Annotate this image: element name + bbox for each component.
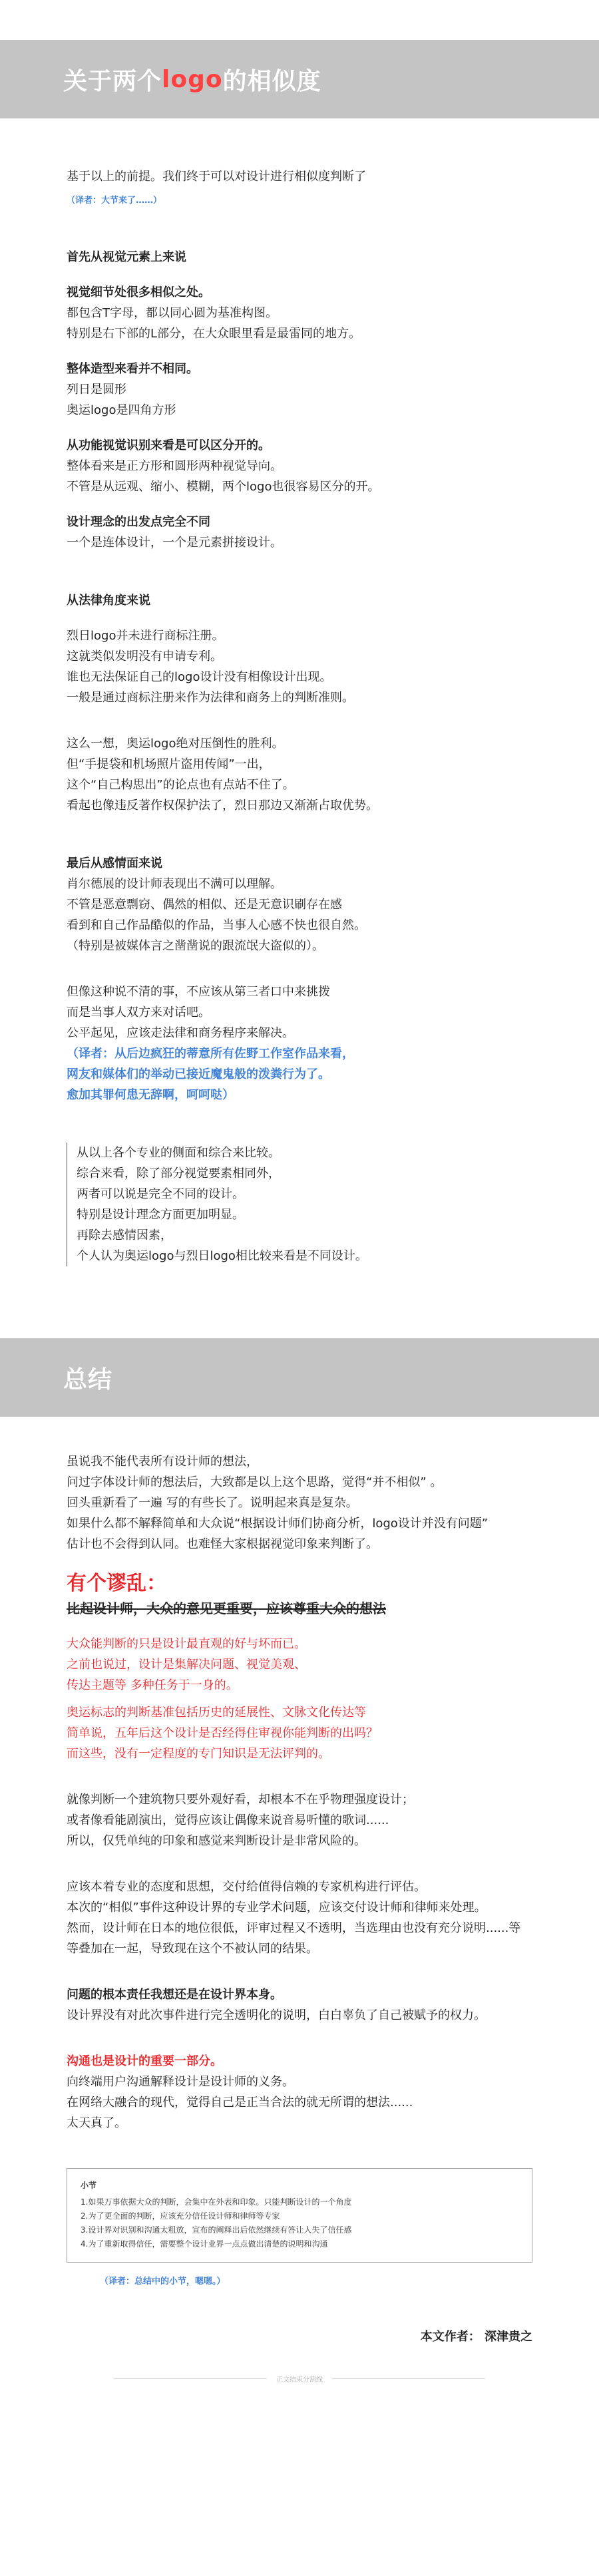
summary-box-item: 1.如果万事依据大众的判断，会集中在外表和印象。只能判断设计的一个角度 xyxy=(81,2197,352,2207)
section1-body xyxy=(0,118,599,1266)
paragraph-line: 一个是连体设计，一个是元素拼接设计。 xyxy=(67,536,282,550)
paragraph-line: 估计也不会得到认同。也难怪大家根据视觉印象来判断了。 xyxy=(67,1537,378,1551)
paragraph-line: 应该本着专业的态度和思想，交付给值得信赖的专家机构进行评估。 xyxy=(67,1880,426,1894)
paragraph-line: 特别是设计理念方面更加明显。 xyxy=(77,1208,244,1222)
paragraph-line: 看到和自己作品酷似的作品，当事人心感不快也很自然。 xyxy=(67,918,366,932)
section-banner-similarity xyxy=(0,40,599,118)
summary-quote-block xyxy=(67,1143,532,1266)
root-cause-title: 问题的根本责任我想还是在设计界本身。 xyxy=(67,1988,282,2002)
paragraph-line: 再除去感情因素， xyxy=(77,1228,172,1242)
paragraph-line: 但“手提袋和机场照片盗用传闻”一出， xyxy=(67,757,271,771)
paragraph-line: 综合来看，除了部分视觉要素相同外， xyxy=(77,1167,280,1181)
translator-note-2-line: 网友和媒体们的举动已接近魔鬼般的泼粪行为了。 xyxy=(67,1067,330,1081)
section-title: 总结 xyxy=(63,1366,113,1393)
paragraph-line: 从以上各个专业的侧面和综合来比较。 xyxy=(77,1146,280,1160)
red-line: 传达主题等 多种任务于一身的。 xyxy=(67,1678,238,1692)
author-line: 本文作者： 深津贵之 xyxy=(420,2330,532,2344)
translator-note: （译者：大节来了……） xyxy=(67,196,162,206)
paragraph-line: 烈日logo并未进行商标注册。 xyxy=(67,629,224,643)
paragraph-line: 问过字体设计师的想法后，大致都是以上这个思路，觉得“并不相似” 。 xyxy=(67,1475,443,1489)
paragraph-line: 而是当事人双方来对话吧。 xyxy=(67,1006,210,1019)
paragraph-line: 就像判断一个建筑物只要外观好看，却根本不在乎物理强度设计； xyxy=(67,1793,414,1807)
translator-note-2-line: （译者：从后边疯狂的蒂意所有佐野工作室作品来看， xyxy=(67,1047,354,1061)
paragraph-line: 肖尔德展的设计师表现出不满可以理解。 xyxy=(67,877,282,891)
heading-visual: 首先从视觉元素上来说 xyxy=(67,250,186,264)
red-line: 简单说，五年后这个设计是否经得住审视你能判断的出吗？ xyxy=(67,1726,378,1740)
red-line: 而这些，没有一定程度的专门知识是无法评判的。 xyxy=(67,1747,330,1761)
end-divider xyxy=(67,2374,532,2384)
paragraph-line: 列日是圆形 xyxy=(67,383,126,397)
heading-law: 从法律角度来说 xyxy=(67,594,150,608)
paragraph-line: 一般是通过商标注册来作为法律和商务上的判断准则。 xyxy=(67,691,354,705)
red-line: 之前也说过，设计是集解决问题、视觉美观、 xyxy=(67,1658,306,1672)
paragraph-line: 两者可以说是完全不同的设计。 xyxy=(77,1187,244,1201)
summary-box-title: 小节 xyxy=(81,2181,97,2190)
paragraph-line: 整体看来是正方形和圆形两种视觉导向。 xyxy=(67,459,282,473)
end-divider-label: 正文结束分割线 xyxy=(276,2376,323,2384)
paragraph-line: 太天真了。 xyxy=(67,2116,126,2130)
section-banner-summary xyxy=(0,1338,599,1417)
paragraph-line: 公平起见，应该走法律和商务程序来解决。 xyxy=(67,1026,294,1040)
paragraph-line: 这就类似发明没有申请专利。 xyxy=(67,649,222,663)
divider-line-right xyxy=(332,2378,485,2379)
visual-detail-title: 视觉细节处很多相似之处。 xyxy=(67,285,210,299)
paragraph-line: 向终端用户沟通解释设计是设计师的义务。 xyxy=(67,2075,294,2089)
summary-box-item: 2.为了更全面的判断，应该充分信任设计师和律师等专家 xyxy=(81,2211,280,2221)
paragraph-line: 都包含T字母，都以同心圆为基准构图。 xyxy=(67,306,278,320)
red-line: 奥运标志的判断基准包括历史的延展性、文脉文化传达等 xyxy=(67,1706,366,1720)
paragraph-line: 不管是恶意剽窃、偶然的相似、还是无意识刷存在感 xyxy=(67,898,342,912)
translator-note-3: （译者：总结中的小节，嗯嗯。） xyxy=(100,2277,226,2287)
paragraph-line: 看起也像违反著作权保护法了，烈日那边又渐渐占取优势。 xyxy=(67,799,378,813)
summary-box-item: 4.为了重新取得信任，需要整个设计业界一点点做出清楚的说明和沟通 xyxy=(81,2239,328,2249)
section-title-highlight: logo xyxy=(162,65,223,93)
paragraph-line: 这个“自己构思出”的论点也有点站不住了。 xyxy=(67,778,295,792)
paragraph-line: 所以，仅凭单纯的印象和感觉来判断设计是非常风险的。 xyxy=(67,1834,366,1848)
paragraph-line: 但像这种说不清的事，不应该从第三者口中来挑拨 xyxy=(67,985,330,999)
paragraph-line: 设计界没有对此次事件进行完全透明化的说明，白白辜负了自己被赋予的权力。 xyxy=(67,2008,486,2022)
function-title: 从功能视觉识别来看是可以区分开的。 xyxy=(67,439,270,453)
paragraph-line: 本次的“相似”事件这种设计界的专业学术问题，应该交付设计师和律师来处理。 xyxy=(67,1901,487,1915)
paragraph-line: 然而，设计师在日本的地位很低，评审过程又不透明，当选理由也没有充分说明......等等叠加在一起，导致现在这个不被认同的结果。 xyxy=(67,1921,521,1956)
paragraph-line: 或者像看能剧演出，觉得应该让偶像来说音易听懂的歌词...... xyxy=(67,1813,389,1827)
misconception-strikethrough: 比起设计师，大众的意见更重要，应该尊重大众的想法 xyxy=(67,1600,386,1616)
paragraph-line: 如果什么都不解释简单和大众说“根据设计师们协商分析，logo设计并没有问题” xyxy=(67,1517,489,1531)
paragraph-line: 奥运logo是四角方形 xyxy=(67,403,176,417)
paragraph-line: （特别是被媒体言之凿凿说的跟流氓大盗似的）。 xyxy=(67,939,324,953)
overall-title: 整体造型来看并不相同。 xyxy=(67,362,198,376)
section-title-post: 的相似度 xyxy=(222,67,321,95)
divider-line-left xyxy=(114,2378,267,2379)
paragraph-line: 回头重新看了一遍 写的有些长了。说明起来真是复杂。 xyxy=(67,1496,358,1510)
summary-box-item: 3.设计界对识别和沟通太粗放，宣布的阐释出后依然继续有答让人失了信任感 xyxy=(81,2225,352,2235)
red-line: 大众能判断的只是设计最直观的好与坏而已。 xyxy=(67,1637,306,1651)
paragraph-line: 虽说我不能代表所有设计师的想法， xyxy=(67,1455,258,1469)
paragraph-line: 在网络大融合的现代，觉得自己是正当合法的就无所谓的想法...... xyxy=(67,2096,413,2110)
paragraph-line: 这么一想，奥运logo绝对压倒性的胜利。 xyxy=(67,737,284,751)
paragraph-line: 个人认为奥运logo与烈日logo相比较来看是不同设计。 xyxy=(77,1249,367,1263)
section-title-pre: 关于两个 xyxy=(63,67,162,95)
paragraph-line: 特别是右下部的L部分，在大众眼里看是最雷同的地方。 xyxy=(67,327,361,341)
section2-body xyxy=(0,1417,599,2384)
heading-emotion: 最后从感情面来说 xyxy=(67,856,162,870)
communication-title: 沟通也是设计的重要一部分。 xyxy=(67,2054,222,2068)
intro-text: 基于以上的前提。我们终于可以对设计进行相似度判断了 xyxy=(67,170,366,184)
translator-note-2-line: 愈加其罪何患无辞啊，呵呵哒） xyxy=(67,1088,234,1102)
paragraph-line: 谁也无法保证自己的logo设计没有相像设计出现。 xyxy=(67,670,332,684)
summary-box xyxy=(67,2168,532,2263)
paragraph-line: 不管是从远观、缩小、模糊，两个logo也很容易区分的开。 xyxy=(67,480,380,494)
concept-title: 设计理念的出发点完全不同 xyxy=(67,515,210,529)
misconception-title: 有个谬乱： xyxy=(67,1572,166,1595)
